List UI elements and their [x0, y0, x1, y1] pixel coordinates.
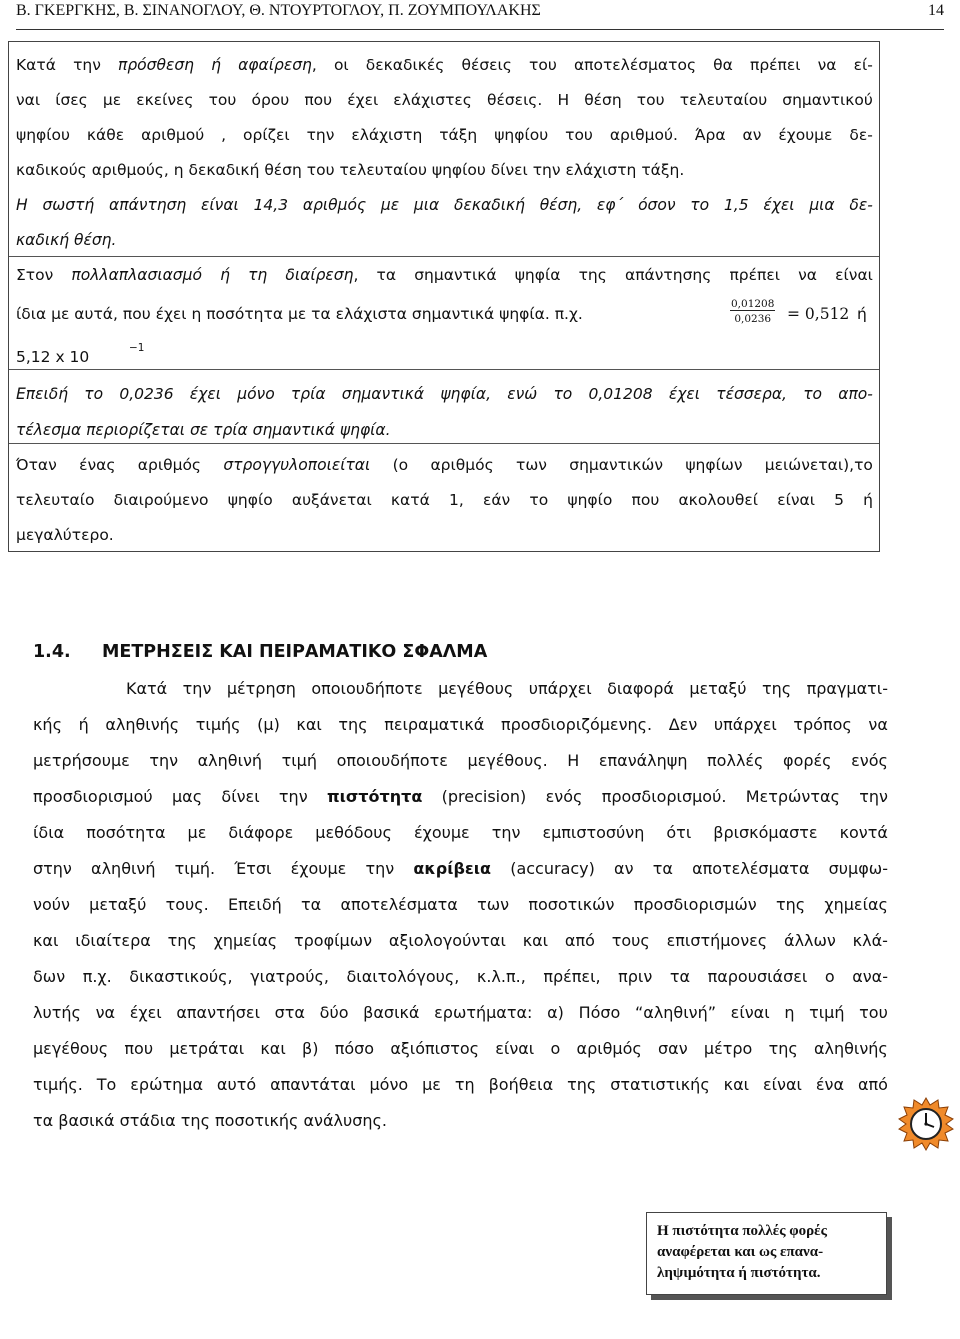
rule2-line1: Στον πολλαπλασιασμό ή τη διαίρεση, τα σημαντικά ψηφία της απάντησης πρέπει να είναι	[16, 266, 873, 284]
rule-separator	[9, 443, 879, 444]
rule2-line5: τέλεσμα περιορίζεται σε τρία σημαντικά ψηφία.	[16, 421, 391, 439]
body-line9: δων π.χ. δικαστικούς, γιατρούς, διαιτολόγους, κ.λ.π., πρέπει, πριν τα παρουσιάσει ο ανα-	[33, 967, 888, 986]
rule1-line2: ναι ίσες με εκείνες του όρου που έχει ελάχιστες θέσεις. Η θέση του τελευταίου σημαντικού	[16, 91, 873, 109]
rule3-line3: μεγαλύτερο.	[16, 526, 114, 544]
rule1-line6: καδική θέση.	[16, 231, 117, 249]
rule1-line3: ψηφίου κάθε αριθμού , ορίζει την ελάχιστη τάξη ψηφίου του αριθμού. Άρα αν έχουμε δε-	[16, 126, 873, 144]
precision-note-box	[646, 1212, 887, 1295]
body-line10: λυτής να έχει απαντήσει στα δύο βασικά ερωτήματα: α) Πόσο “αληθινή” είναι η τιμή του	[33, 1003, 888, 1022]
fraction-denominator: 0,0236	[734, 313, 772, 325]
section-number: 1.4.	[33, 642, 71, 662]
body-line2: κής ή αληθινής τιμής (μ) και της πειραματικά προσδιοριζόμενης. Δεν υπάρχει τρόπος να	[33, 715, 888, 734]
section-heading	[33, 640, 487, 664]
body-line8: και ιδιαίτερα της χημείας τροφίμων αξιολογούνται και από τους επιστήμονες άλλων κλά-	[33, 931, 888, 950]
note-line2: αναφέρεται και ως επανα-	[657, 1244, 824, 1260]
rule-separator	[9, 256, 879, 257]
fraction-result: = 0,512	[787, 305, 850, 323]
rule3-line1: Όταν ένας αριθμός στρογγυλοποιείται (ο αριθμός των σημαντικών ψηφίων μειώνεται),το	[16, 456, 873, 474]
section-title: ΜΕΤΡΗΣΕΙΣ ΚΑΙ ΠΕΙΡΑΜΑΤΙΚΟ ΣΦΑΛΜΑ	[102, 642, 488, 662]
header-authors: Β. ΓΚΕΡΓΚΗΣ, Β. ΣΙΝΑΝΟΓΛΟΥ, Θ. ΝΤΟΥΡΤΟΓΛΟΥ, Π. ΖΟΥΜΠΟΥΛΑΚΗΣ	[16, 2, 541, 19]
rule1-line1: Κατά την πρόσθεση ή αφαίρεση, οι δεκαδικές θέσεις του αποτελέσματος θα πρέπει να εί-	[16, 56, 873, 74]
body-line6: στην αληθινή τιμή. Έτσι έχουμε την ακρίβεια (accuracy) αν τα αποτελέσματα συμφω-	[33, 859, 888, 878]
clock-icon	[898, 1096, 954, 1152]
body-line4: προσδιορισμού μας δίνει την πιστότητα (precision) ενός προσδιορισμού. Μετρώντας την	[33, 787, 888, 806]
body-line5: ίδια ποσότητα με διάφορε μεθόδους έχουμε την εμπιστοσύνη ότι βρισκόμαστε κοντά	[33, 823, 888, 842]
example-fraction	[730, 298, 775, 325]
fraction-numerator: 0,01208	[731, 298, 775, 310]
body-line13: τα βασικά στάδια της ποσοτικής ανάλυσης.	[33, 1111, 388, 1130]
header-rule	[16, 29, 944, 30]
body-line11: μεγέθους που μετράται και β) πόσο αξιόπιστος είναι ο αριθμός σαν μέτρο της αληθινής	[33, 1039, 888, 1058]
running-header	[16, 0, 944, 22]
rule2-line2: ίδια με αυτά, που έχει η ποσότητα με τα ελάχιστα σημαντικά ψηφία. π.χ.	[16, 305, 583, 323]
body-line7: νούν μεταξύ τους. Επειδή τα αποτελέσματα των ποσοτικών προσδιορισμών της χημείας	[33, 895, 888, 914]
rule1-line4: καδικούς αριθμούς, η δεκαδική θέση του τελευταίου ψηφίου δίνει την ελάχιστη τάξη.	[16, 161, 685, 179]
body-line12: τιμής. Το ερώτημα αυτό απαντάται μόνο με τη βοήθεια της στατιστικής και είναι ένα από	[33, 1075, 888, 1094]
or-word: ή	[857, 305, 867, 323]
rule-separator	[9, 369, 879, 370]
exponent: −1	[129, 342, 145, 354]
note-line3: ληψιμότητα ή πιστότητα.	[657, 1265, 821, 1281]
rule2-line3: 5,12 x 10	[16, 348, 90, 366]
page-number: 14	[928, 2, 944, 19]
note-line1: Η πιστότητα πολλές φορές	[657, 1223, 827, 1239]
rule1-line5: Η σωστή απάντηση είναι 14,3 αριθμός με μια δεκαδική θέση, εφ΄ όσον το 1,5 έχει μια δε-	[16, 196, 873, 214]
body-line1: Κατά την μέτρηση οποιουδήποτε μεγέθους υπάρχει διαφορά μεταξύ της πραγματι-	[126, 679, 888, 698]
significant-figures-rules-box	[8, 41, 880, 552]
rule2-line4: Επειδή το 0,0236 έχει μόνο τρία σημαντικά ψηφία, ενώ το 0,01208 έχει τέσσερα, το απο-	[16, 385, 873, 403]
rule3-line2: τελευταίο διαιρούμενο ψηφίο αυξάνεται κατά 1, εάν το ψηφίο που ακολουθεί είναι 5 ή	[16, 491, 873, 509]
body-line3: μετρήσουμε την αληθινή τιμή οποιουδήποτε μεγέθους. Η επανάληψη πολλές φορές ενός	[33, 751, 888, 770]
